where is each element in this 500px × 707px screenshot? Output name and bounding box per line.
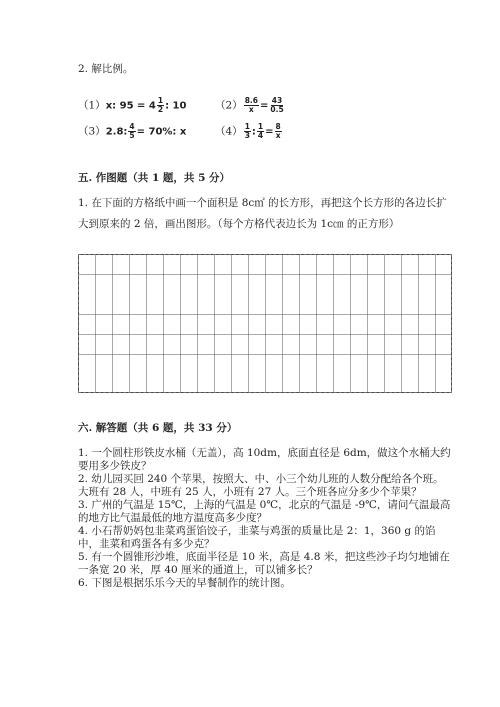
numerator: 8 <box>275 122 281 131</box>
denominator: 5 <box>129 131 135 140</box>
section-6-line: 6. 下图是根据乐乐今天的早餐制作的统计图。 <box>78 577 291 589</box>
math-text: x: 95 = 4 <box>105 100 156 112</box>
section-6-line: 3. 广州的气温是 15℃，上海的气温是 0℃，北京的气温是 -9℃，请问气温最高 <box>78 499 451 511</box>
fraction <box>128 123 135 140</box>
numerator: 43 <box>271 96 283 105</box>
section-6-line: 中，韭菜和鸡蛋各有多少克？ <box>78 538 215 550</box>
section-6-line: 1. 一个圆柱形铁皮水桶（无盖），高 10dm，底面直径是 6dm，做这个水桶大约 <box>78 447 451 459</box>
math-text: = <box>259 100 269 112</box>
section-6-line: 要用多少铁皮？ <box>78 460 152 472</box>
fraction <box>275 123 282 140</box>
section-6-heading: 六. 解答题（共 6 题，共 33 分） <box>78 422 238 434</box>
denominator: 0.5 <box>270 105 284 114</box>
ratio-item-1 <box>78 97 186 114</box>
denominator: 2 <box>157 105 164 114</box>
item-number: （1） <box>78 99 106 112</box>
section-6-line: 4. 小石帮奶妈包韭菜鸡蛋馅饺子，韭菜与鸡蛋的质量比是 2：1，360 g 的馅 <box>78 525 436 537</box>
ratio-item-4 <box>215 123 283 140</box>
denominator: 3 <box>244 131 250 140</box>
numerator: 1 <box>244 122 250 131</box>
section-6-line: 一条宽 20 米，厚 40 厘米的通道上，可以铺多长？ <box>78 564 318 576</box>
numerator: 4 <box>129 122 135 131</box>
denominator: 4 <box>257 131 264 140</box>
numerator: 1 <box>157 96 164 105</box>
section-5-q1-line-1: 1. 在下面的方格纸中画一个面积是 8c㎡ 的长方形，再把这个长方形的各边长扩 <box>78 197 447 209</box>
fraction <box>257 123 264 140</box>
section-6-line: 大班有 28 人，中班有 25 人，小班有 27 人。三个班各应分多少个苹果？ <box>78 486 422 498</box>
fraction <box>244 97 259 114</box>
grid-border <box>78 254 452 393</box>
fraction <box>269 97 284 114</box>
numerator: 1 <box>257 122 264 131</box>
section-6-line: 的地方比气温最低的地方温度高多少度？ <box>78 512 267 524</box>
numerator: 8.6 <box>244 96 258 105</box>
math-text: : 10 <box>165 100 187 112</box>
ratio-item-3 <box>78 123 186 140</box>
denominator: x <box>275 131 281 140</box>
section-6-line: 5. 有一个圆锥形沙堆，底面半径是 10 米，高是 4.8 米，把这些沙子均匀地铺在 <box>78 551 450 563</box>
math-text: : <box>251 126 256 138</box>
fraction <box>244 123 251 140</box>
fraction <box>157 97 164 114</box>
section-5-heading: 五. 作图题（共 1 题，共 5 分） <box>78 172 231 184</box>
math-text: = <box>265 126 274 138</box>
section-6-line: 2. 幼儿园买回 240 个苹果，按照大、中、小三个幼儿班的人数分配给各个班。 <box>78 473 444 485</box>
math-text: 2.8: <box>105 126 128 138</box>
denominator: x <box>248 105 254 114</box>
item-number: （4） <box>215 125 243 138</box>
section-5-q1-line-2: 大到原来的 2 倍，画出图形。（每个方格代表边长为 1c㎝ 的正方形） <box>78 218 400 230</box>
question-2-title: 2. 解比例。 <box>78 63 134 75</box>
item-number: （2） <box>215 99 243 112</box>
item-number: （3） <box>78 125 106 138</box>
math-text: = 70%: x <box>136 126 187 138</box>
ratio-item-2 <box>215 97 286 114</box>
